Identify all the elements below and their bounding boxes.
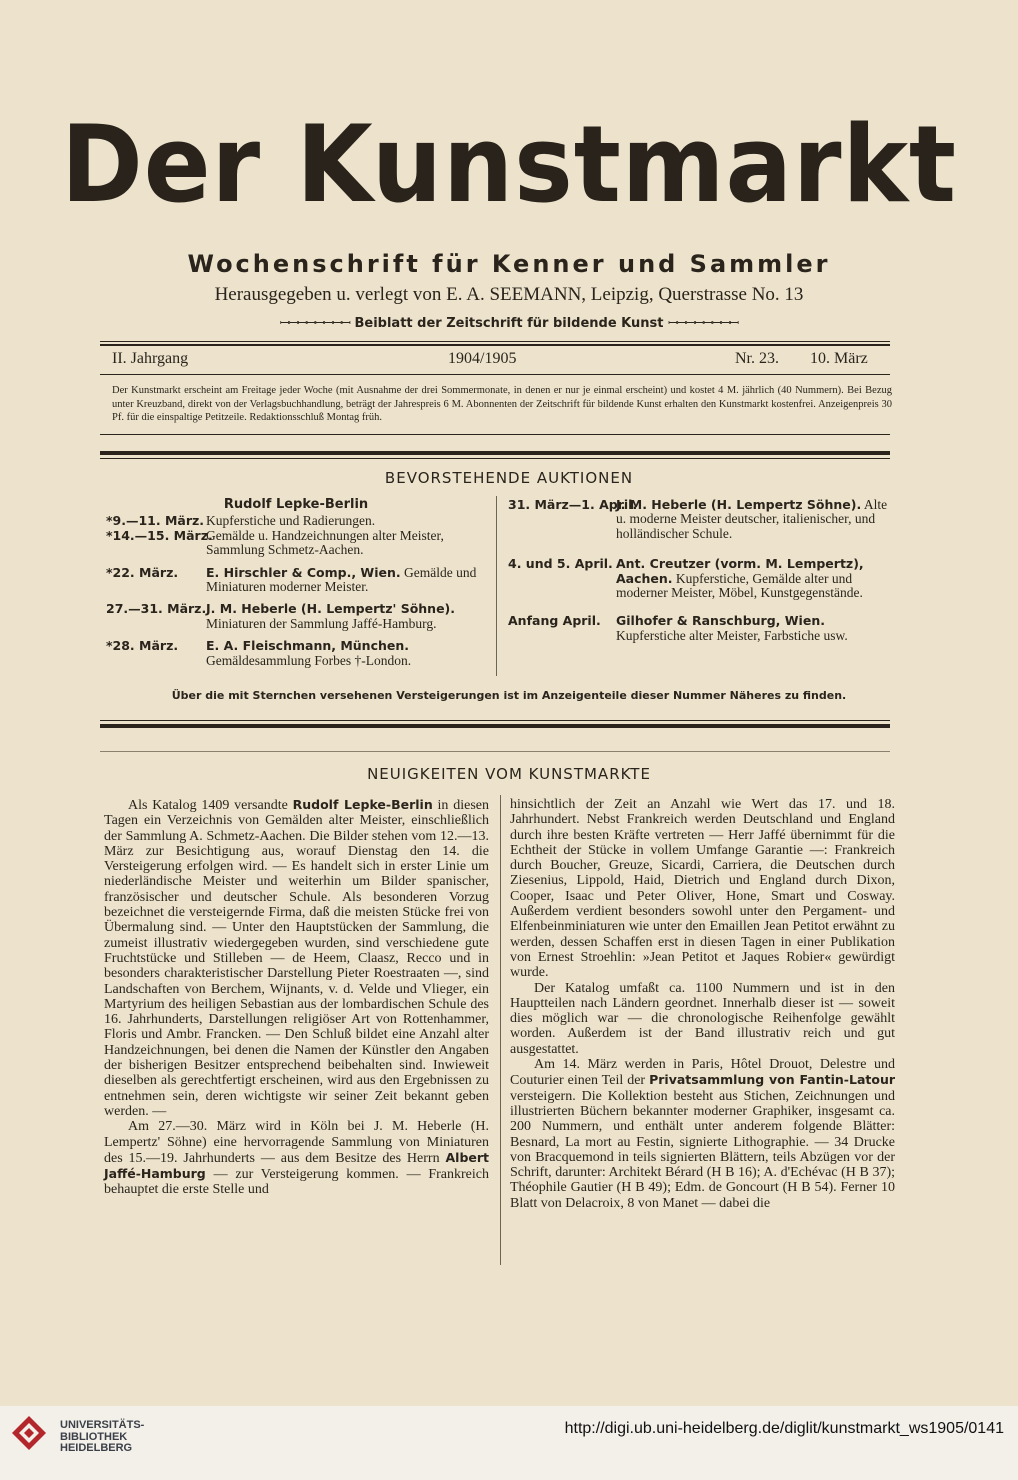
auction-date: *9.—11. März. — [106, 513, 205, 529]
auction-house: E. A. Fleischmann, München. — [206, 638, 410, 654]
auction-entry — [508, 498, 892, 541]
news-paragraph: hinsichtlich der Zeit an Anzahl wie Wert das 17. und 18. Jahrhundert. Nebst Frankreich werden Deutschland und England durch ihre besten Kräfte vertreten — Herr Jaffé übernimmt für die Echtheit der Stücke in vollem Umfange Garantie —: Frankreich durch Boucher, Greuze, Sicardi, Carriera, die Deutschen durch Ziesenius, Lippold, Haid, Dietrich und England durch Dixon, Cooper, Isaac und Peter Oliver, Hone, Smart und Cosway. Außerdem verdient besonders sowohl unter den Pergament- und Elfenbeinminiaturen wie unter den Emaillen Jean Petitot erwähnt zu werden, dessen Schaffen erst in diesen Tagen in einer Publikation von Ernest Stroehlin: »Jean Petitot et Jaques Robier« gewürdigt wurde. — [510, 797, 895, 981]
bold-name: Albert Jaffé-Hamburg — [104, 1149, 490, 1182]
heavy-rule — [100, 451, 890, 455]
auction-text: Kupferstiche und Radierungen. — [206, 513, 376, 529]
news-paragraph: Der Katalog umfaßt ca. 1100 Nummern und ist in den Hauptteilen nach Ländern geordnet. Innerhalb dieser ist — soweit dies möglich war — die chronologische Reihenfolge gewählt worden. Außerdem ist der Band illustrativ reich und gut ausgestattet. — [510, 980, 895, 1057]
auctions-right-column — [508, 498, 892, 651]
logo-line: BIBLIOTHEK — [60, 1430, 128, 1443]
auction-house: Ant. Creutzer (vorm. M. Lempertz), Aachen. — [616, 556, 864, 586]
auction-date: 31. März—1. April. — [508, 497, 638, 512]
auction-date: *22. März. — [106, 564, 179, 580]
auction-entry — [106, 639, 486, 668]
issue-number: Nr. 23. — [735, 350, 779, 367]
auction-entry — [508, 614, 892, 643]
divider — [100, 341, 890, 342]
divider — [100, 374, 890, 375]
news-heading: NEUIGKEITEN VOM KUNSTMARKTE — [367, 765, 651, 783]
subscription-notice: Der Kunstmarkt erscheint am Freitage jeder Woche (mit Ausnahme der drei Sommermonate, in denen er nur je einmal erscheint) und kostet 4 M. jährlich (40 Nummern). Bei Bezug unter Kreuzband, direkt von der Verlagsbuchhandlung, beträgt der Jahrespreis 6 M. Abonnenten der Zeitschrift für bildende Kunst erhalten den Kunstmarkt kostenfrei. Anzeigenpreis 30 Pf. für die einspaltige Petitzeile. Redaktionsschluß Montag früh. — [112, 385, 892, 423]
text-run: versteigern. Die Kollektion besteht aus Stichen, Zeichnungen und illustrierten Büchern bekannter moderner Graphiker, insgesamt ca. 200 Nummern, und enthält unter anderem folgende Blätter: Besnard, La mort au Festin, signierte Lithographie. — 34 Drucke von Bracquemond in teils signierten Blättern, teils Abzügen vor der Schrift, darunter: Architekt Bérard (H B 16); A. d'Echévac (H B 37); Théophile Gautier (H B 49); Edm. de Goncourt (H B 54). Ferner 10 Blatt von Delacroix, 8 von Manet — dabei die — [510, 1088, 895, 1211]
auction-house: Gilhofer & Ranschburg, Wien. — [616, 613, 825, 629]
auction-text: Kupferstiche, Gemälde alter und moderner Meister, Möbel, Kunstgegenstände. — [616, 570, 863, 601]
bold-name: Rudolf Lepke-Berlin — [292, 797, 433, 812]
text-run: Als Katalog 1409 versandte — [128, 798, 288, 813]
beiblatt-line — [0, 314, 1018, 331]
divider — [100, 458, 890, 459]
auctions-left-column — [106, 498, 486, 676]
year-label: 1904/1905 — [448, 350, 517, 367]
auction-house: J. M. Heberle (H. Lempertz' Söhne). — [206, 601, 456, 617]
auctions-heading: BEVORSTEHENDE AUKTIONEN — [384, 469, 634, 487]
news-paragraph — [104, 1119, 489, 1197]
auction-text: Miniaturen der Sammlung Jaffé-Hamburg. — [206, 615, 437, 631]
logo-line: HEIDELBERG — [60, 1442, 133, 1454]
heavy-rule — [100, 724, 890, 728]
ornament-right: ꟷꟷꟷꟷꟷꟷꟷꟷ — [668, 316, 739, 330]
volume-label: II. Jahrgang — [112, 350, 189, 367]
auction-house: J. M. Heberle (H. Lempertz Söhne). — [616, 497, 862, 512]
auction-date: 4. und 5. April. — [508, 556, 613, 572]
text-run: in diesen Tagen ein Verzeichnis von Gemälden alter Meister, einschließlich der Sammlung A. Schmetz-Aachen. Die Bilder stehen vom 12.—13. März zur Besichtigung aus, worauf Dienstag den 14. die Versteigerung erfolgen wird. — Es handelt sich in erster Linie um niederländische Meister und weiterhin um Bilder spanischer, französischer und deutscher Schule. Als besonderen Vorzug bezeichnet die versteigernde Firma, daß die meisten Stücke frei von Übermalung sind. — Unter den Hauptstücken der Sammlung, die zumeist illustrativ wiedergegeben wurden, sind verschiedene gute Fruchtstücke und Stilleben — de Heem, Claasz, Recco und in besonders charakteristischer Darstellung Pieter Roestraaten —, sind Landschaften von Berchem, Wijnants, v. d. Velde und Vlieger, ein Martyrium des heiligen Sebastian aus der lombardischen Schule des 16. Jahrhunderts, Darstellungen religiöser Art von Rottenhammer, Floris und Ambr. Francken. — Den Schluß bildet eine Anzahl alter Handzeichnungen, bei denen die Namen der Künstler den Angaben der bisherigen Besitzer entsprechend beibehalten sind. Inwieweit dieselben als gerechtfertigt erscheinen, wird aus den Ergebnissen zu entnehmen sein, deren wichtigste wir seiner Zeit bekannt geben werden. — — [104, 798, 490, 1119]
auction-text: Gemälde und Miniaturen moderner Meister. — [206, 564, 477, 595]
auction-house: E. Hirschler & Comp., Wien. — [206, 564, 401, 580]
auction-text: Gemälde u. Handzeichnungen alter Meister, Sammlung Schmetz-Aachen. — [206, 527, 444, 558]
auction-date: *28. März. — [106, 638, 179, 654]
auction-date: 27.—31. März. — [106, 601, 207, 617]
column-divider — [496, 496, 497, 676]
divider — [100, 344, 890, 346]
library-logo-text — [60, 1420, 144, 1455]
viewer-footer — [0, 1406, 1018, 1480]
column-divider — [500, 795, 501, 1265]
logo-line: UNIVERSITÄTS- — [60, 1419, 145, 1431]
auction-text: Alte u. moderne Meister deutscher, italienischer, und holländischer Schule. — [616, 497, 888, 541]
auction-entry — [106, 529, 486, 558]
ornament-left: ꟷꟷꟷꟷꟷꟷꟷꟷ — [279, 316, 350, 330]
auction-text: Gemäldesammlung Forbes †-London. — [206, 652, 412, 668]
divider — [100, 720, 890, 721]
auctions-footnote: Über die mit Sternchen versehenen Versteigerungen ist im Anzeigenteile dieser Nummer Näheres zu finden. — [171, 689, 847, 702]
auction-text: Kupferstiche alter Meister, Farbstiche usw. — [616, 627, 848, 643]
divider — [100, 751, 890, 752]
beiblatt-text: Beiblatt der Zeitschrift für bildende Kunst — [354, 316, 664, 331]
bold-name: Privatsammlung von Fantin-Latour — [649, 1072, 896, 1088]
auction-entry — [508, 557, 892, 600]
issue-date: 10. März — [810, 350, 868, 367]
masthead-title: Der Kunstmarkt — [60, 103, 957, 226]
text-run: Am 27.—30. März wird in Köln bei J. M. Heberle (H. Lempertz' Söhne) eine hervorragende Sammlung von Miniaturen des 15.—19. Jahrhunderts — aus dem Besitze des Herrn — [104, 1119, 489, 1166]
text-run: — zur Versteigerung kommen. — Frankreich behauptet die erste Stelle und — [104, 1167, 490, 1198]
university-logo-icon — [10, 1414, 48, 1452]
auction-entry — [106, 566, 486, 595]
source-url[interactable]: http://digi.ub.uni-heidelberg.de/diglit/kunstmarkt_ws1905/0141 — [564, 1420, 1004, 1437]
news-paragraph — [510, 1057, 895, 1211]
text-run: Am 14. März werden in Paris, Hôtel Drouot, Delestre und Couturier einen Teil der — [510, 1057, 895, 1089]
masthead-subtitle: Wochenschrift für Kenner und Sammler — [187, 250, 831, 278]
divider — [100, 434, 890, 435]
news-right-column — [510, 797, 895, 1211]
publisher-line: Herausgegeben u. verlegt von E. A. SEEMANN, Leipzig, Querstrasse No. 13 — [214, 284, 804, 305]
auction-entry — [106, 514, 486, 528]
auction-date: Anfang April. — [508, 613, 601, 629]
news-paragraph — [104, 797, 489, 1119]
auction-entry — [106, 602, 486, 631]
auction-house-title: Rudolf Lepke-Berlin — [223, 497, 369, 512]
auction-date: *14.—15. März. — [106, 527, 213, 543]
news-left-column — [104, 797, 489, 1198]
